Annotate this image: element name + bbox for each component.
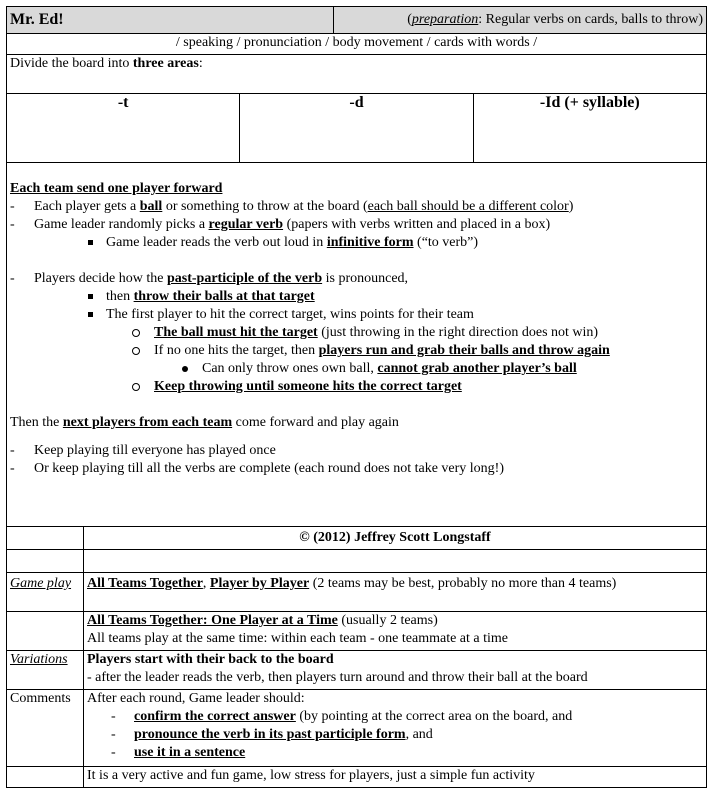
square-bullet-icon [88, 312, 93, 317]
square-bullet-icon [88, 240, 93, 245]
circle-bullet-icon [132, 347, 140, 355]
list-item: Can only throw ones own ball, cannot grab another player’s ball [10, 360, 703, 378]
list-item: - use it in a sentence [111, 745, 246, 760]
area-id: -Id (+ syllable) [473, 94, 706, 163]
list-item: - pronounce the verb in its past participle form, and [111, 727, 433, 742]
circle-bullet-icon [132, 329, 140, 337]
circle-bullet-icon [132, 383, 140, 391]
list-item: If no one hits the target, then players run and grab their balls and throw again [10, 342, 703, 360]
footer-note: It is a very active and fun game, low stress for players, just a simple fun activity [84, 767, 707, 788]
rules-table [6, 162, 707, 527]
list-item: - Keep playing till everyone has played once [10, 443, 276, 458]
list-item: - Game leader randomly picks a regular verb (papers with verbs written and placed in a box) [10, 217, 551, 232]
header-table [6, 6, 707, 34]
list-item: - Each player gets a ball or something to throw at the board (each ball should be a different color) [10, 199, 574, 214]
list-item: Game leader reads the verb out loud in infinitive form (“to verb”) [10, 234, 703, 252]
square-bullet-icon [88, 294, 93, 299]
page-title: Mr. Ed! [7, 7, 334, 34]
skills-table [6, 33, 707, 94]
list-item: - Players decide how the past-participle of the verb is pronounced, [10, 271, 409, 286]
preparation-label: preparation [411, 12, 479, 27]
list-item: - confirm the correct answer (by pointing at the correct area on the board, and [111, 709, 573, 724]
variations-desc: Players start with their back to the board - after the leader reads the verb, then players turn around and throw their ball at the board [84, 651, 707, 690]
rules-next-round: Then the next players from each team come forward and play again [10, 415, 399, 430]
preparation-note: (preparation: Regular verbs on cards, balls to throw) [334, 7, 707, 34]
rules-body [7, 163, 707, 527]
area-t: -t [7, 94, 240, 163]
list-item: Keep throwing until someone hits the correct target [10, 378, 703, 396]
dot-bullet-icon [182, 366, 188, 372]
teams-row: All Teams Together: One Player at a Time (usually 2 teams) All teams play at the same time: within each team - one teammate at a time [84, 612, 707, 651]
board-intro: Divide the board into three areas: [7, 55, 707, 94]
comments-label: Comments [7, 690, 84, 767]
board-areas [6, 93, 707, 163]
list-item: The first player to hit the correct target, wins points for their team [10, 306, 703, 324]
list-item: - Or keep playing till all the verbs are complete (each round does not take very long!) [10, 461, 504, 476]
copyright: © (2012) Jeffrey Scott Longstaff [84, 527, 707, 550]
list-item: then throw their balls at that target [10, 288, 703, 306]
game-play-desc: All Teams Together, Player by Player (2 teams may be best, probably no more than 4 teams) [84, 573, 707, 612]
variations-label: Variations [7, 651, 84, 690]
skills-line: / speaking / pronunciation / body movement / cards with words / [7, 34, 707, 55]
details-table [6, 526, 707, 788]
lesson-sheet [6, 6, 707, 788]
rules-heading: Each team send one player forward [10, 181, 223, 196]
comments-body: After each round, Game leader should: - confirm the correct answer (by pointing at the correct area on the board, and - pronounce the verb in its past participle form, and - use it in a sentence [84, 690, 707, 767]
list-item: The ball must hit the target (just throwing in the right direction does not win) [10, 324, 703, 342]
area-d: -d [240, 94, 473, 163]
game-play-label: Game play [7, 573, 84, 612]
